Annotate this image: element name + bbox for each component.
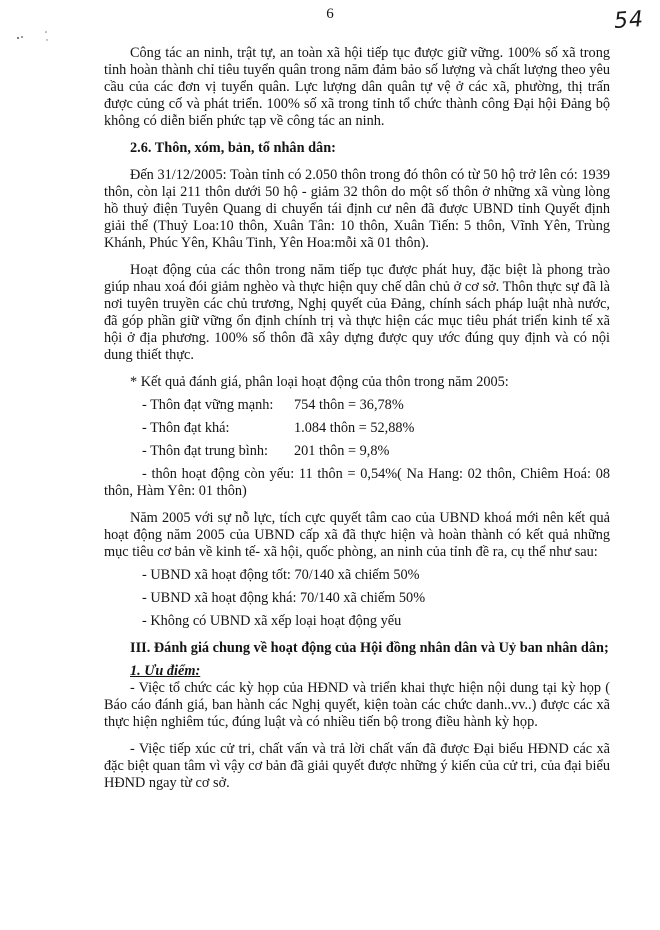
commune-item-good: - UBND xã hoạt động tốt: 70/140 xã chiếm 50%: [142, 567, 420, 583]
paragraph-villages-count: Đến 31/12/2005: Toàn tỉnh có 2.050 thôn trong đó thôn có từ 50 hộ trở lên có: 1939 thôn, còn lại 211 thôn dưới 50 hộ - giảm 32 thôn do một số thôn ở những xã vùng lòng hồ thuỷ điện Tuyên Quang di chuyển tái định cư nên đã được UBND tỉnh Quyết định giải thể (Thuỷ Loa:10 thôn, Xuân Tân: 10 thôn, Xuân Tiến: 5 thôn, Vĩnh Yên, Trùng Khánh, Phúc Yên, Khâu Tinh, Yên Hoa:mỗi xã 01 thôn).: [104, 167, 610, 251]
subheading-advantages: 1. Ưu điểm:: [130, 663, 201, 679]
stat-value: 1.084 thôn = 52,88%: [294, 420, 415, 436]
stat-row-weak: - thôn hoạt động còn yếu: 11 thôn = 0,54%( Na Hang: 02 thôn, Chiêm Hoá: 08 thôn, Hàm Yên: 01 thôn): [104, 466, 610, 499]
paragraph-advantage-2: - Việc tiếp xúc cử tri, chất vấn và trả lời chất vấn đã được Đại biểu HĐND các xã đặc biệt quan tâm vì vậy cơ bản đã giải quyết được những ý kiến của cử tri, của đại biểu HĐND ngay từ cơ sở.: [104, 741, 610, 791]
paragraph-security: Công tác an ninh, trật tự, an toàn xã hội tiếp tục được giữ vững. 100% số xã trong tỉnh hoàn thành chỉ tiêu tuyển quân trong năm đảm bảo số lượng và chất lượng theo yêu cầu của các đơn vị tuyển quân. Lực lượng dân quân tự vệ ở các xã, phường, thị trấn được củng cố và phát triển. 100% số xã trong tỉnh tổ chức thành công Đại hội Đảng bộ không có diễn biến phức tạp về công tác an ninh.: [104, 45, 610, 129]
stat-row-average: [142, 443, 610, 460]
classification-intro: * Kết quả đánh giá, phân loại hoạt động của thôn trong năm 2005:: [130, 374, 509, 390]
scan-specks: [14, 28, 54, 44]
page-number: 6: [326, 6, 334, 22]
document-body: [104, 45, 610, 792]
commune-item-fair: - UBND xã hoạt động khá: 70/140 xã chiếm 50%: [142, 590, 426, 606]
paragraph-village-activity: Hoạt động của các thôn trong năm tiếp tục được phát huy, đặc biệt là phong trào giúp nhau xoá đói giảm nghèo và thực hiện quy chế dân chủ ở cơ sở. Thôn thực sự đã là nơi tuyên truyền các chủ trương, Nghị quyết của Đảng, chính sách pháp luật nhà nước, đã góp phần giữ vững ổn định chính trị và thực hiện các mục tiêu phát triển kinh tế xã hội ở địa phương. 100% số thôn đã xây dựng được quy ước đúng quy định và có nội dung thiết thực.: [104, 262, 610, 363]
section-heading-III: III. Đánh giá chung về hoạt động của Hội đồng nhân dân và Uỷ ban nhân dân;: [130, 640, 609, 656]
stat-label: - Thôn đạt trung bình:: [142, 443, 269, 459]
stat-value: 754 thôn = 36,78%: [294, 397, 404, 413]
handwritten-page-mark: 54: [613, 6, 645, 35]
paragraph-advantage-1: - Việc tổ chức các kỳ họp của HĐND và triển khai thực hiện nội dung tại kỳ họp ( Báo cáo đánh giá, ban hành các Nghị quyết, kiện toàn các chức danh..vv..) được các xã thực hiện nghiêm túc, đúng luật và có nhiều tiến bộ trong điều hành kỳ họp.: [104, 680, 610, 730]
paragraph-commune-result: Năm 2005 với sự nỗ lực, tích cực quyết tâm cao của UBND khoá mới nên kết quả hoạt động năm 2005 của UBND cấp xã đã thực hiện và hoàn thành có kết quả những mục tiêu cơ bản về kinh tế- xã hội, quốc phòng, an ninh của tỉnh đề ra, cụ thể như sau:: [104, 510, 610, 560]
stat-row-strong: [142, 397, 610, 414]
stat-value: 201 thôn = 9,8%: [294, 443, 390, 459]
stat-label: - Thôn đạt khá:: [142, 420, 230, 436]
commune-item-none-weak: - Không có UBND xã xếp loại hoạt động yếu: [142, 613, 402, 629]
section-heading-2-6: 2.6. Thôn, xóm, bản, tổ nhân dân:: [130, 140, 336, 156]
stat-label: - Thôn đạt vững mạnh:: [142, 397, 274, 413]
stat-row-good: [142, 420, 610, 437]
